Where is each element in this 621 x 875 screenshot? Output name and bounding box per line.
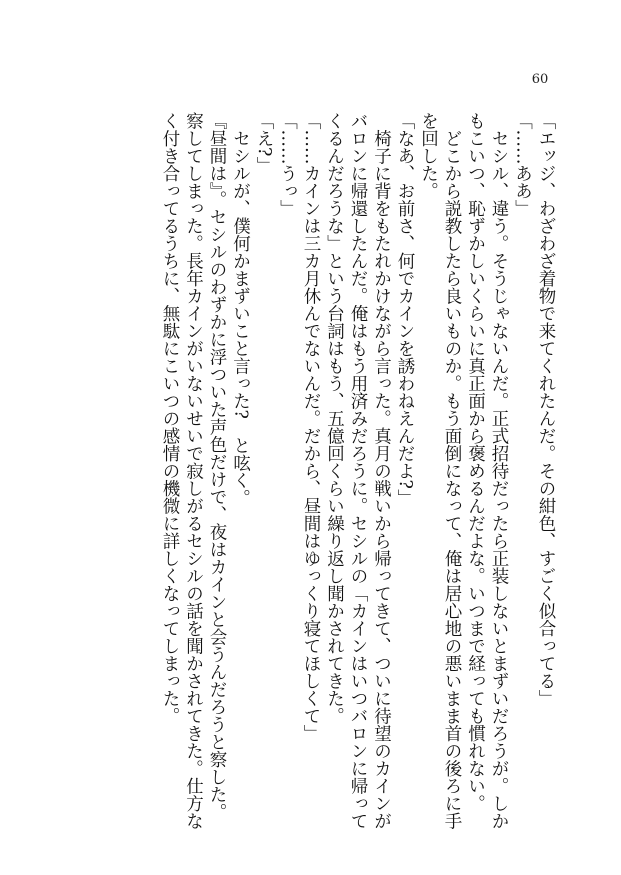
text-line: 「……ああ」 [512, 112, 533, 217]
text-line: セシルが、僕何かまずいこと言った? と呟く。 [230, 112, 251, 507]
text-line: 察してしまった。長年カインがいないせいで寂しがるセシルの話を聞かされてきた。仕方な [183, 112, 204, 830]
text-line: 『昼間は』。セシルのわずかに浮ついた声色だけで、夜はカインと会うんだろうと察した。 [207, 112, 227, 821]
text-line: セシル、違う。そうじゃないんだ。正式招待だったら正装しないとまずいだろうが。しか [489, 112, 509, 830]
text-line: く付き合ってるうちに、無駄にこいつの感情の機微に詳しくなってしまった。 [160, 112, 180, 725]
text-line: くるんだろうな」という台詞はもう、五億回くらい繰り返し聞かされてきた。 [324, 112, 345, 725]
page-number: 60 [531, 72, 549, 87]
text-line: を回した。 [418, 112, 439, 200]
text-line: もこいつ、恥ずかしいくらいに真正面から褒めるんだよな。いつまで経っても慣れない。 [465, 112, 486, 812]
text-line: どこから説教したら良いものか。もう面倒になって、俺は居心地の悪いまま首の後ろに手 [442, 112, 462, 830]
text-line: 「え?」 [254, 112, 274, 174]
text-line: 椅子に背をもたれかけながら言った。真月の戦いから帰ってきて、ついに待望のカインが [371, 112, 392, 830]
text-line: 「なあ、お前さ、何でカインを誘わねえんだよ?」 [395, 112, 415, 507]
text-line: 「……カインは三カ月休んでないんだ。だから、昼間はゆっくり寝てほしくて」 [301, 112, 321, 742]
text-line: バロンに帰還したんだ。俺はもう用済みだろうに。セシルの「カインはいつバロンに帰って [348, 112, 368, 830]
text-line: 「……うっ」 [277, 112, 298, 217]
vertical-text-body [158, 112, 558, 830]
text-line: 「エッジ、わざわざ着物で来てくれたんだ。その紺色、すごく似合ってる」 [536, 112, 556, 707]
